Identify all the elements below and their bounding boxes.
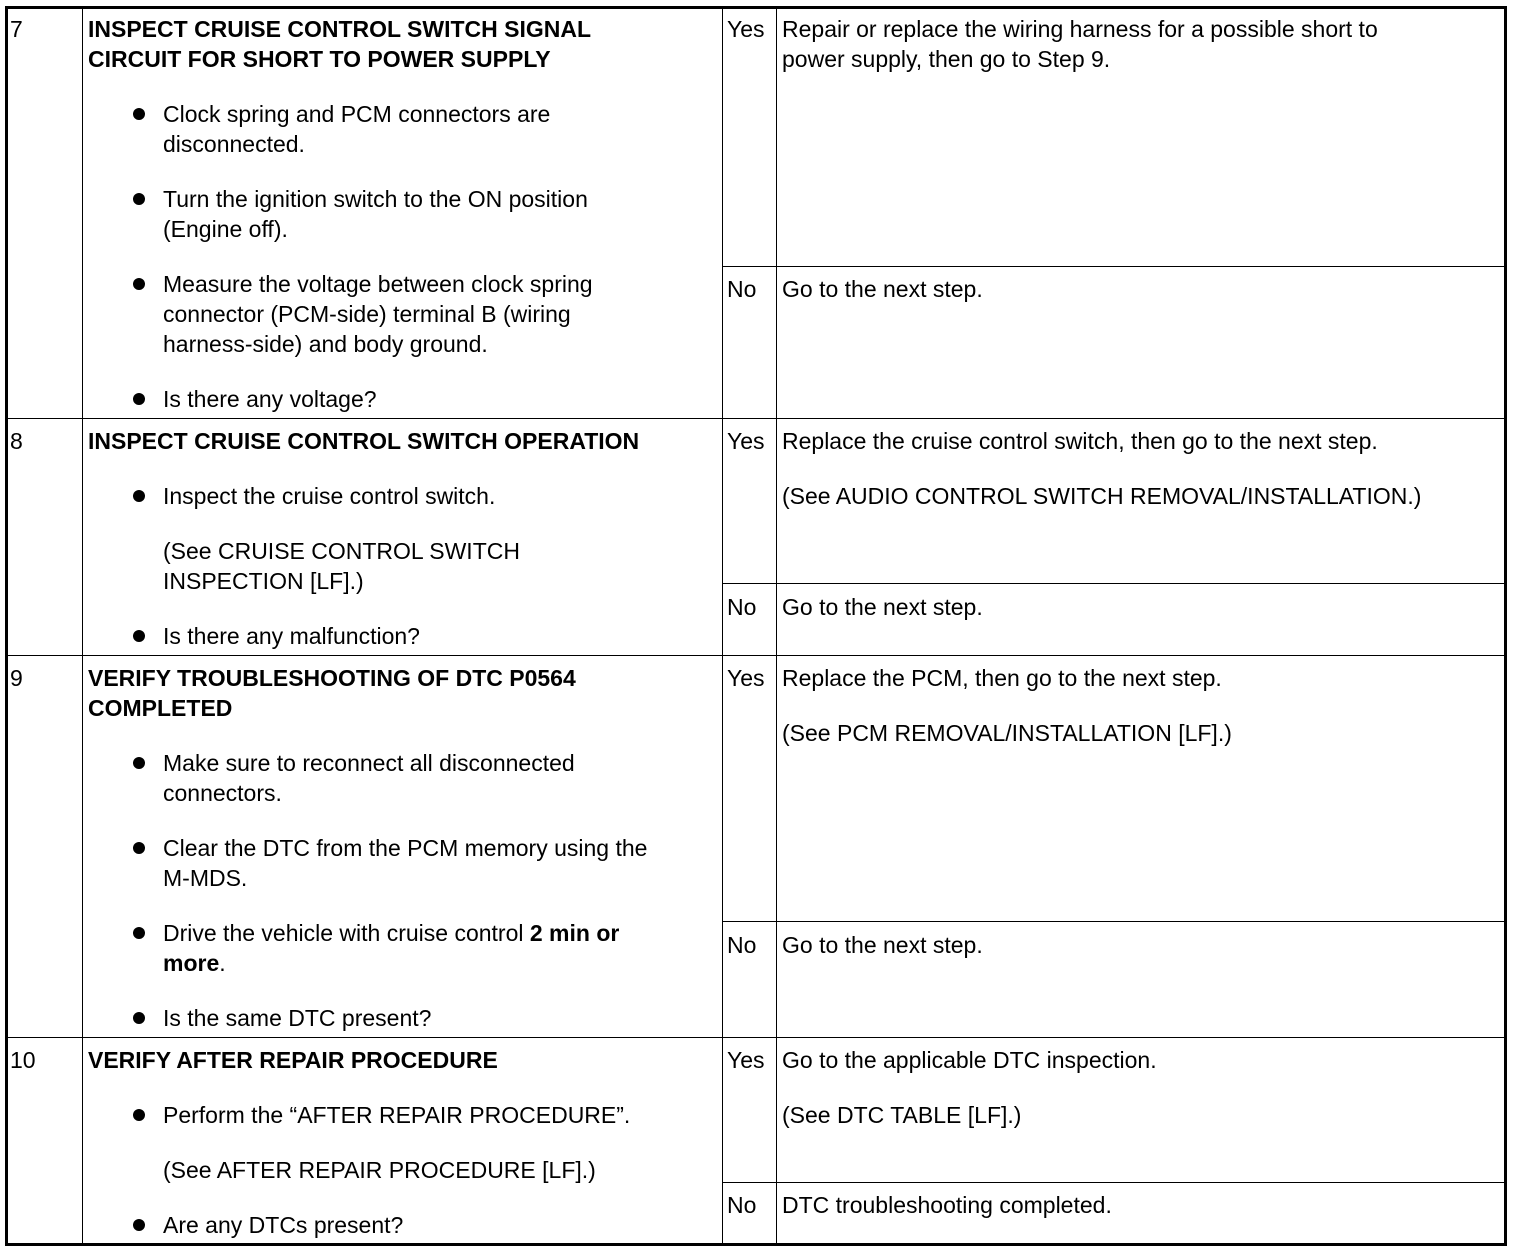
answer-yes-action: power supply, then go to Step 9.	[782, 46, 1111, 72]
step-title: VERIFY TROUBLESHOOTING OF DTC P0564	[88, 665, 576, 691]
answer-yes-action: Replace the cruise control switch, then go to the next step.	[782, 428, 1378, 454]
instruction-text: Make sure to reconnect all disconnected	[163, 750, 575, 776]
answer-yes-action: Replace the PCM, then go to the next step.	[782, 665, 1222, 691]
step-title: COMPLETED	[88, 695, 233, 721]
instruction-text: (Engine off).	[163, 216, 288, 242]
answer-yes-reference: (See DTC TABLE [LF].)	[782, 1102, 1022, 1128]
bullet-icon	[133, 1219, 145, 1231]
bullet-icon	[133, 757, 145, 769]
answer-yes-reference: (See AUDIO CONTROL SWITCH REMOVAL/INSTALLATION.)	[782, 483, 1422, 509]
question-text: Is there any voltage?	[163, 386, 377, 412]
instruction-text	[163, 948, 226, 978]
answer-no-action: DTC troubleshooting completed.	[782, 1192, 1112, 1218]
instruction-text: M-MDS.	[163, 865, 248, 891]
row-divider	[5, 418, 1507, 419]
bullet-icon	[133, 393, 145, 405]
answer-yes-action: Repair or replace the wiring harness for a possible short to	[782, 16, 1378, 42]
step-number: 9	[10, 665, 23, 691]
instruction-text: disconnected.	[163, 131, 305, 157]
column-divider-step	[82, 6, 83, 1246]
bullet-icon	[133, 193, 145, 205]
step-title: INSPECT CRUISE CONTROL SWITCH SIGNAL	[88, 16, 592, 42]
bullet-icon	[133, 278, 145, 290]
instruction-text: connectors.	[163, 780, 282, 806]
column-divider-answer	[776, 6, 777, 1246]
bullet-icon	[133, 490, 145, 502]
instruction-text-emphasis: more	[163, 950, 220, 976]
instruction-text: Clear the DTC from the PCM memory using the	[163, 835, 648, 861]
row-divider	[5, 1037, 1507, 1038]
question-text: Is the same DTC present?	[163, 1005, 432, 1031]
yes-no-divider	[722, 921, 1507, 922]
step-number: 7	[10, 16, 23, 42]
table-border-top	[5, 6, 1507, 9]
instruction-text-emphasis: 2 min or	[529, 920, 620, 946]
bullet-icon	[133, 927, 145, 939]
answer-yes-label: Yes	[727, 665, 765, 691]
instruction-text	[163, 918, 619, 948]
table-border-bottom	[5, 1243, 1507, 1246]
instruction-text-plain: .	[219, 950, 226, 976]
bullet-icon	[133, 842, 145, 854]
instruction-text: Measure the voltage between clock spring	[163, 271, 593, 297]
reference-text: INSPECTION [LF].)	[163, 568, 364, 594]
answer-no-action: Go to the next step.	[782, 594, 983, 620]
column-divider-procedure	[722, 6, 723, 1246]
reference-text: (See CRUISE CONTROL SWITCH	[163, 538, 520, 564]
step-title: INSPECT CRUISE CONTROL SWITCH OPERATION	[88, 428, 640, 454]
instruction-text: Perform the “AFTER REPAIR PROCEDURE”.	[163, 1102, 631, 1128]
yes-no-divider	[722, 583, 1507, 584]
answer-no-label: No	[727, 594, 757, 620]
answer-no-label: No	[727, 932, 757, 958]
table-border-left	[5, 6, 8, 1246]
question-text: Are any DTCs present?	[163, 1212, 404, 1238]
instruction-text-plain: Drive the vehicle with cruise control	[163, 920, 524, 946]
bullet-icon	[133, 1012, 145, 1024]
reference-text: (See AFTER REPAIR PROCEDURE [LF].)	[163, 1157, 596, 1183]
instruction-text: connector (PCM-side) terminal B (wiring	[163, 301, 571, 327]
step-title: VERIFY AFTER REPAIR PROCEDURE	[88, 1047, 498, 1073]
step-title: CIRCUIT FOR SHORT TO POWER SUPPLY	[88, 46, 551, 72]
troubleshooting-table	[5, 6, 1507, 1246]
answer-yes-label: Yes	[727, 16, 765, 42]
answer-no-label: No	[727, 1192, 757, 1218]
instruction-text: Inspect the cruise control switch.	[163, 483, 496, 509]
table-border-right	[1504, 6, 1507, 1246]
yes-no-divider	[722, 1182, 1507, 1183]
answer-yes-action: Go to the applicable DTC inspection.	[782, 1047, 1157, 1073]
instruction-text: Clock spring and PCM connectors are	[163, 101, 551, 127]
instruction-text: harness-side) and body ground.	[163, 331, 488, 357]
answer-yes-label: Yes	[727, 1047, 765, 1073]
bullet-icon	[133, 108, 145, 120]
bullet-icon	[133, 1109, 145, 1121]
row-divider	[5, 655, 1507, 656]
answer-yes-label: Yes	[727, 428, 765, 454]
bullet-icon	[133, 630, 145, 642]
answer-no-label: No	[727, 276, 757, 302]
step-number: 10	[10, 1047, 36, 1073]
instruction-text: Turn the ignition switch to the ON position	[163, 186, 588, 212]
answer-no-action: Go to the next step.	[782, 276, 983, 302]
yes-no-divider	[722, 266, 1507, 267]
answer-yes-reference: (See PCM REMOVAL/INSTALLATION [LF].)	[782, 720, 1232, 746]
answer-no-action: Go to the next step.	[782, 932, 983, 958]
question-text: Is there any malfunction?	[163, 623, 420, 649]
step-number: 8	[10, 428, 23, 454]
